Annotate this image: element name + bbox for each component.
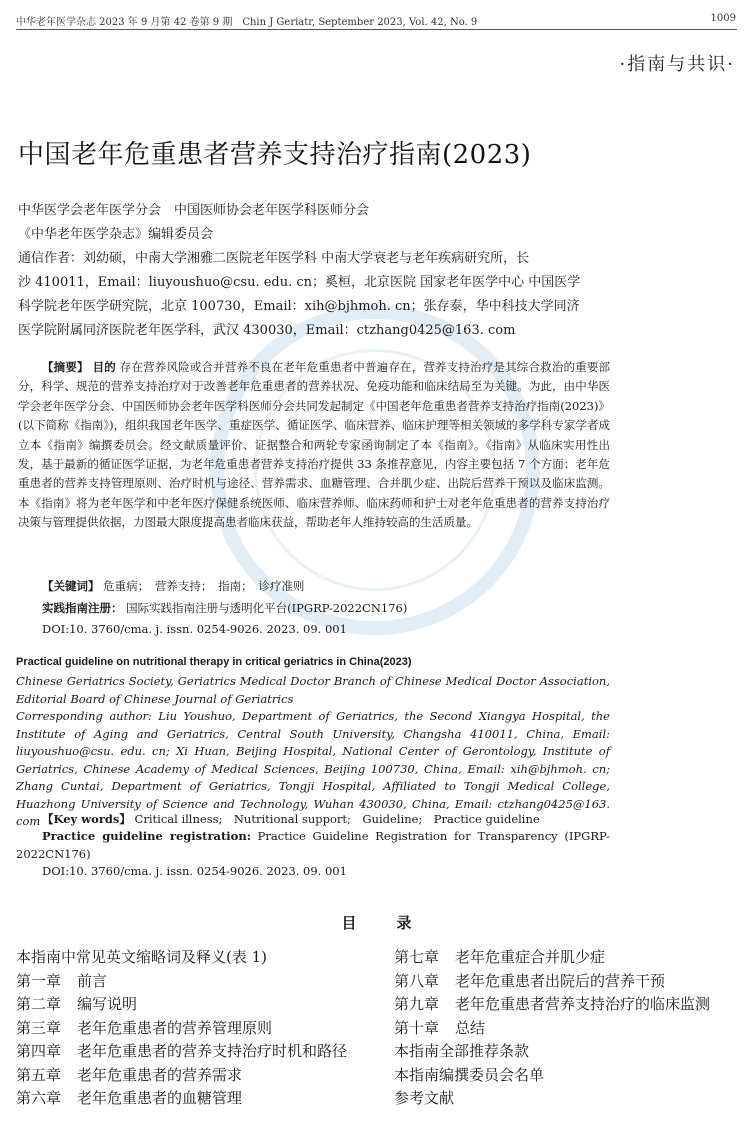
toc-item xyxy=(16,1064,347,1088)
toc-chapter: 第四章 xyxy=(16,1042,62,1060)
toc-title: 参考文献 xyxy=(394,1089,455,1107)
toc-chapter: 第二章 xyxy=(16,995,62,1013)
toc-heading: 目录 xyxy=(341,914,452,932)
toc-item xyxy=(16,970,347,994)
english-corresponding-author: Corresponding author: Liu Youshuo, Department of Geriatrics, the Second Xiangya Hospital, the Institute of Aging and Geriatrics, Central South University, Changsha 410011, China, Email: liuyoushuo@csu. edu. cn; Xi Huan, Beijing Hospital, National Center of Gerontology, Institute of Geriatrics, Chinese Academy of Medical Sciences, Beijing 100730, China, Email: xih@bjhmoh. cn; Zhang Cuntai, Department of Geriatrics, Tongji Hospital, Affiliated to Tongji Medical College, Huazhong University of Science and Technology, Wuhan 430030, China, Email: ctzhang0425@163. com xyxy=(16,709,610,828)
toc-title: 本指南编撰委员会名单 xyxy=(394,1065,545,1084)
toc-chapter: 第八章 xyxy=(394,971,440,990)
toc-chapter: 第三章 xyxy=(16,1018,62,1037)
english-registration-text: Practice Guideline Registration for Transparency (IPGRP-2022CN176) xyxy=(16,829,610,861)
english-keywords-text: Critical illness; Nutritional support; Guideline; Practice guideline xyxy=(134,812,540,826)
header-divider xyxy=(16,29,737,30)
toc-title: 本指南全部推荐条款 xyxy=(394,1042,530,1060)
english-authors: Chinese Geriatrics Society, Geriatrics Medical Doctor Branch of Chinese Medical Doctor Association, Editorial Board of Chinese Journal of Geriatrics xyxy=(16,674,610,706)
toc-item xyxy=(394,1017,710,1041)
corresponding-line-4: 医学院附属同济医院老年医学科，武汉 430030，Email：ctzhang0425@163. com xyxy=(18,323,516,338)
article-title: 中国老年危重患者营养支持治疗指南(2023) xyxy=(18,140,532,171)
english-keywords-label: 【Key words】 xyxy=(42,812,131,826)
author-line-2: 《中华老年医学杂志》编辑委员会 xyxy=(18,227,214,242)
corresponding-line-1: 通信作者：刘幼硕，中南大学湘雅二医院老年医学科 中南大学衰老与老年疾病研究所，长 xyxy=(18,251,530,266)
toc-title: 老年危重患者营养支持治疗的临床监测 xyxy=(455,995,711,1013)
abstract-label: 【摘要】 xyxy=(42,360,89,374)
toc-item xyxy=(16,946,347,970)
toc-chapter: 第六章 xyxy=(16,1089,62,1107)
toc-title: 老年危重症合并肌少症 xyxy=(455,948,606,966)
toc-chapter: 第十章 xyxy=(394,1018,440,1037)
objective-label: 目的 xyxy=(92,360,116,374)
toc-item xyxy=(394,946,710,970)
toc-item xyxy=(394,993,710,1017)
column-tag: ·指南与共识· xyxy=(619,54,735,75)
toc-item xyxy=(394,1087,710,1111)
chinese-registration xyxy=(42,600,407,616)
english-doi: DOI:10. 3760/cma. j. issn. 0254-9026. 2023. 09. 001 xyxy=(42,864,347,878)
toc-title: 总结 xyxy=(455,1018,486,1037)
english-title: Practical guideline on nutritional therapy in critical geriatrics in China(2023) xyxy=(16,656,412,668)
toc-item xyxy=(16,1087,347,1111)
toc-title: 老年危重患者的营养需求 xyxy=(77,1065,243,1084)
toc-title: 老年危重患者的营养管理原则 xyxy=(77,1018,273,1037)
abstract-text: 存在营养风险或合并营养不良在老年危重患者中普遍存在，营养支持治疗是其综合救治的重要部分，科学、规范的营养支持治疗对于改善老年危重患者的营养状况、免疫功能和临床结局至为关键。为此，由中华医学会老年医学分会、中国医师协会老年医学科医师分会共同发起制定《中国老年危重患者营养支持治疗指南(2023)》(以下简称《指南》)，组织我国老年医学、重症医学、循证医学、临床营养、临床护理等相关领域的多学科专家学者成立本《指南》编撰委员会。经文献质量评价、证据整合和两轮专家函询制定了本《指南》。《指南》从临床实用性出发，基于最新的循证医学证据，为老年危重患者营养支持治疗提供 33 条推荐意见，内容主要包括 7 个方面：老年危重患者的营养支持管理原则、治疗时机与途径、营养需求、血糖管理、合并肌少症、出院后营养干预以及临床监测。本《指南》将为老年医学和中老年医疗保健系统医师、临床营养师、临床药师和护士对老年危重患者的营养支持治疗决策与管理提供依据，力图最大限度提高患者临床获益，帮助老年人维持较高的生活质量。 xyxy=(18,360,611,530)
page-number: 1009 xyxy=(710,13,736,24)
toc-right-column xyxy=(394,946,710,1111)
toc-item xyxy=(16,1017,347,1041)
chinese-abstract xyxy=(18,358,610,533)
registration-text: 国际实践指南注册与透明化平台(IPGRP-2022CN176) xyxy=(126,601,408,615)
toc-item xyxy=(16,993,347,1017)
corresponding-line-3: 科学院老年医学研究院，北京 100730，Email：xih@bjhmoh. cn；张存泰，华中科技大学同济 xyxy=(18,299,580,314)
toc-title: 老年危重患者的血糖管理 xyxy=(77,1089,243,1107)
english-keywords xyxy=(42,811,540,827)
english-registration-label: Practice guideline registration: xyxy=(42,829,251,843)
toc-left-column xyxy=(16,946,347,1111)
toc-title: 老年危重患者出院后的营养干预 xyxy=(455,971,666,990)
toc-chapter: 第一章 xyxy=(16,971,62,990)
toc-item xyxy=(394,970,710,994)
toc-chapter: 第五章 xyxy=(16,1065,62,1084)
toc-item xyxy=(16,1040,347,1064)
registration-label: 实践指南注册： xyxy=(42,601,123,615)
toc-title: 老年危重患者的营养支持治疗时机和路径 xyxy=(77,1042,348,1060)
running-head xyxy=(16,13,736,28)
toc-chapter: 第九章 xyxy=(394,995,440,1013)
running-head-text: 中华老年医学杂志 2023 年 9 月第 42 卷第 9 期 Chin J Geriatr, September 2023, Vol. 42, No. 9 xyxy=(16,17,478,28)
toc-title: 前言 xyxy=(77,971,108,990)
toc-title: 编写说明 xyxy=(77,995,138,1013)
author-block xyxy=(18,199,618,343)
chinese-keywords xyxy=(42,578,304,594)
corresponding-line-2: 沙 410011，Email：liuyoushuo@csu. edu. cn；奚桓，北京医院 国家老年医学中心 中国医学 xyxy=(18,275,581,290)
toc-item xyxy=(394,1040,710,1064)
toc-item xyxy=(394,1064,710,1088)
keywords-label: 【关键词】 xyxy=(42,579,100,593)
toc-chapter: 第七章 xyxy=(394,948,440,966)
english-registration xyxy=(16,828,610,863)
author-line-1: 中华医学会老年医学分会 中国医师协会老年医学科医师分会 xyxy=(18,203,370,218)
keywords-text: 危重病； 营养支持； 指南； 诊疗准则 xyxy=(103,579,305,593)
toc-title: 本指南中常见英文缩略词及释义(表 1) xyxy=(16,948,268,966)
chinese-doi: DOI:10. 3760/cma. j. issn. 0254-9026. 2023. 09. 001 xyxy=(42,622,347,636)
